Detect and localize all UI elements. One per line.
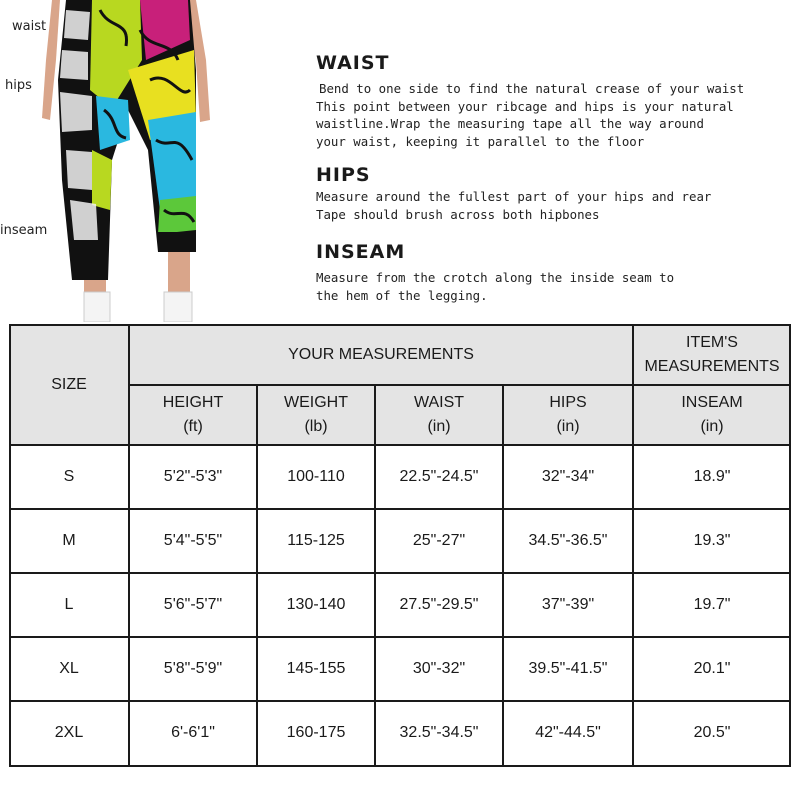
weight-cell: 160-175 <box>286 724 346 741</box>
row-divider <box>9 444 791 446</box>
row-divider <box>9 700 791 702</box>
column-divider <box>256 385 258 767</box>
inseam-cell: 18.9" <box>693 468 731 485</box>
left-sock <box>84 292 110 322</box>
height-cell: 5'2"-5'3" <box>163 468 223 485</box>
size-cell: L <box>64 596 74 613</box>
items-measurements-header-line2: MEASUREMENTS <box>644 357 780 375</box>
waist-guide-line: your waist, keeping it parallel to the floor <box>316 133 645 149</box>
hips-guide-line: Tape should brush across both hipbones <box>316 206 600 222</box>
column-unit: (lb) <box>304 418 328 435</box>
column-unit: (in) <box>556 418 580 435</box>
size-cell: 2XL <box>54 724 84 741</box>
your-measurements-header-cell <box>129 324 633 385</box>
column-name: WAIST <box>413 394 465 411</box>
hips-column-header <box>503 385 633 445</box>
legging-model-figure <box>0 0 300 322</box>
legging-illustration <box>0 0 300 322</box>
inseam-cell: 20.1" <box>693 660 731 677</box>
hips-guide-line: Measure around the fullest part of your hips and rear <box>316 189 712 204</box>
height-cell: 5'8"-5'9" <box>163 660 223 677</box>
items-measurements-header-cell <box>633 324 791 385</box>
hips-cell: 34.5"-36.5" <box>528 532 608 549</box>
right-cuff <box>158 232 196 252</box>
inseam-guide-line: Measure from the crotch along the inside seam to <box>316 270 675 285</box>
size-cell: XL <box>59 660 79 677</box>
column-name: INSEAM <box>681 394 743 411</box>
waist-guide-line: waistline.Wrap the measuring tape all the way around <box>316 116 704 131</box>
waist-cell: 30"-32" <box>412 660 466 677</box>
size-header-cell <box>9 324 129 445</box>
height-cell: 6'-6'1" <box>171 724 215 741</box>
size-header: SIZE <box>51 375 87 393</box>
hips-cell: 37"-39" <box>541 596 595 613</box>
right-sock <box>164 292 192 322</box>
inseam-cell: 19.7" <box>693 596 731 613</box>
column-unit: (in) <box>427 418 451 435</box>
row-divider <box>9 508 791 510</box>
weight-cell: 100-110 <box>287 468 345 485</box>
waist-cell: 25"-27" <box>412 532 466 549</box>
row-divider <box>9 636 791 638</box>
inseam-cell: 19.3" <box>693 532 731 549</box>
weight-cell: 115-125 <box>287 532 345 549</box>
column-divider <box>374 385 376 767</box>
weight-cell: 130-140 <box>286 596 346 613</box>
waist-cell: 22.5"-24.5" <box>399 468 479 485</box>
waist-guide <box>316 52 744 150</box>
height-column-header <box>129 385 257 445</box>
height-cell: 5'4"-5'5" <box>163 532 223 549</box>
your-measurements-header: YOUR MEASUREMENTS <box>288 345 474 363</box>
hips-cell: 39.5"-41.5" <box>528 660 608 677</box>
waist-cell: 32.5"-34.5" <box>399 724 479 741</box>
waist-guide-title: WAIST <box>316 52 390 74</box>
lime-panel-lower <box>92 150 112 210</box>
weight-column-header <box>257 385 375 445</box>
hips-cell: 32"-34" <box>541 468 595 485</box>
row-divider <box>9 572 791 574</box>
column-name: HIPS <box>549 394 587 411</box>
table-border-bottom <box>9 765 791 767</box>
inseam-guide-line: the hem of the legging. <box>316 287 488 303</box>
table-border-top <box>9 324 791 326</box>
items-measurements-header-line1: ITEM'S <box>686 333 738 351</box>
waist-label: waist <box>12 19 47 34</box>
column-unit: (in) <box>700 418 724 435</box>
height-cell: 5'6"-5'7" <box>163 596 223 613</box>
waist-column-header <box>375 385 503 445</box>
inseam-guide-title: INSEAM <box>316 241 406 263</box>
hips-guide <box>316 164 711 223</box>
hips-label: hips <box>5 78 32 93</box>
waist-guide-line: This point between your ribcage and hips is your natural <box>316 98 734 114</box>
column-divider <box>502 385 504 767</box>
size-cell: M <box>62 532 76 549</box>
inseam-column-header <box>633 385 791 445</box>
weight-cell: 145-155 <box>286 660 346 677</box>
hips-cell: 42"-44.5" <box>535 724 601 741</box>
column-name: HEIGHT <box>162 394 224 411</box>
waist-cell: 27.5"-29.5" <box>399 596 479 613</box>
left-arm <box>42 0 60 120</box>
inseam-label: inseam <box>0 223 48 238</box>
waist-guide-line: Bend to one side to find the natural crease of your waist <box>319 81 745 96</box>
column-unit: (ft) <box>183 418 203 435</box>
inseam-cell: 20.5" <box>693 724 731 741</box>
size-chart-table <box>9 324 791 792</box>
inseam-guide <box>316 241 674 304</box>
size-cell: S <box>63 468 75 485</box>
column-name: WEIGHT <box>284 394 348 411</box>
left-cuff <box>72 258 108 278</box>
row-divider <box>129 384 791 386</box>
hips-guide-title: HIPS <box>316 164 371 186</box>
